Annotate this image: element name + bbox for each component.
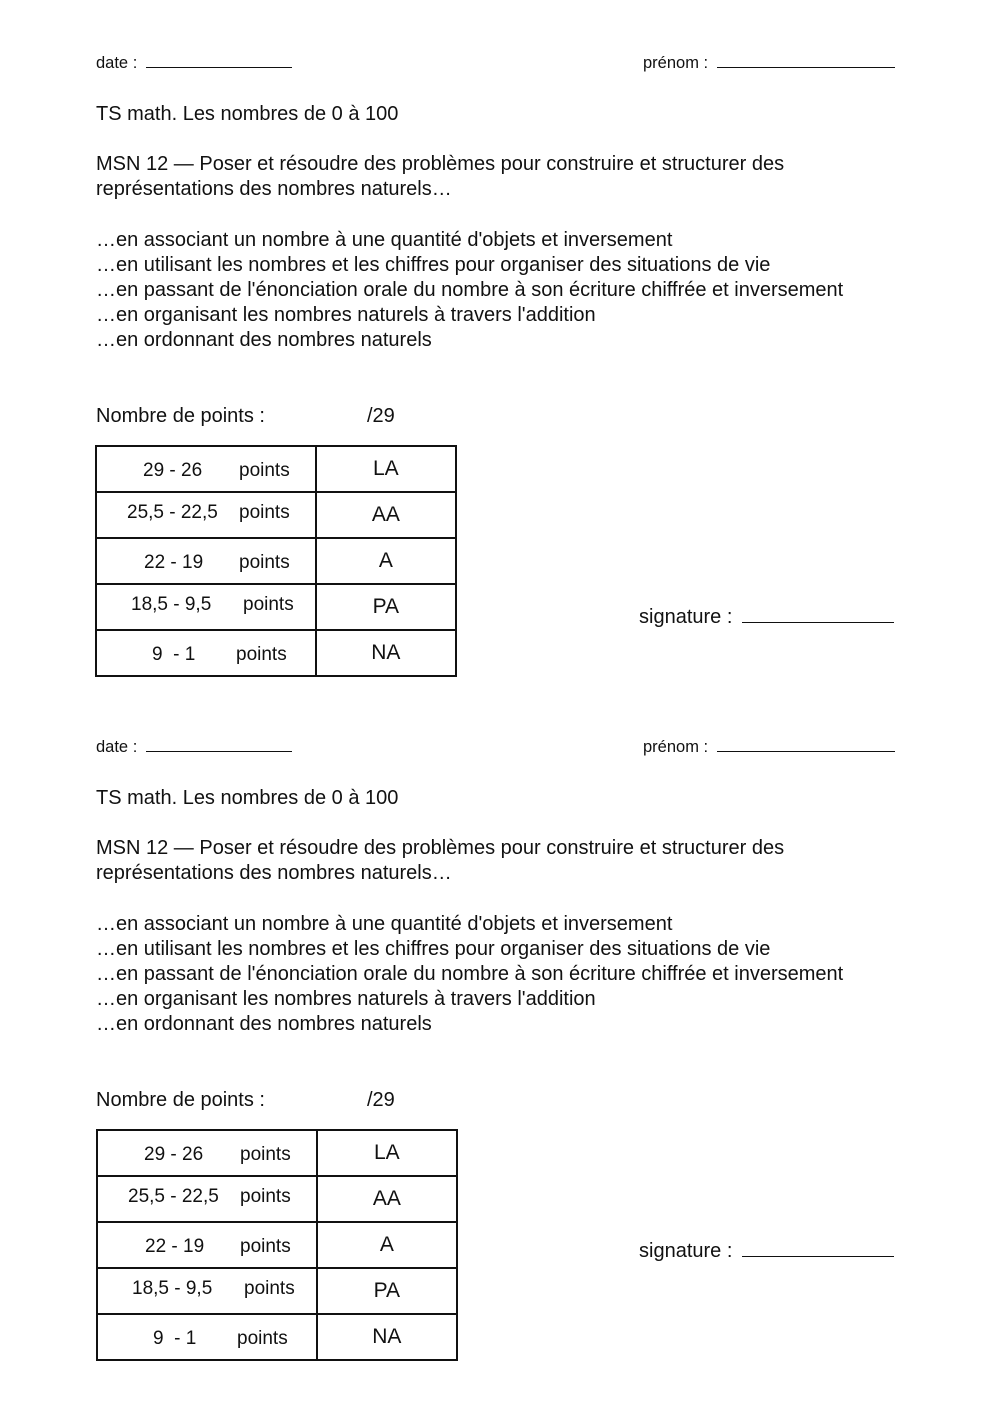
range-unit: points xyxy=(239,460,290,481)
prenom-label: prénom : xyxy=(643,738,709,756)
range-cell xyxy=(96,492,316,538)
signature-blank-line[interactable] xyxy=(742,608,894,623)
signature-field[interactable] xyxy=(639,1240,894,1263)
prenom-label: prénom : xyxy=(643,54,709,72)
range-value: 25,5 - 22,5 xyxy=(127,502,218,523)
range-value: 29 - 26 xyxy=(144,1144,204,1165)
goals-list xyxy=(96,228,896,353)
prenom-field[interactable] xyxy=(643,53,895,73)
range-value: 25,5 - 22,5 xyxy=(128,1186,219,1207)
range-cell xyxy=(97,1176,317,1222)
level-cell: PA xyxy=(316,584,456,630)
range-value: 9 - 1 xyxy=(152,644,196,665)
range-unit: points xyxy=(243,594,294,615)
level-cell: A xyxy=(317,1222,457,1268)
table-row xyxy=(96,538,456,584)
goal-item: …en organisant les nombres naturels à travers l'addition xyxy=(96,988,596,1010)
evaluation-sheet-1 xyxy=(0,0,1000,684)
range-value: 18,5 - 9,5 xyxy=(131,594,212,615)
table-row xyxy=(97,1268,457,1314)
goal-item: …en organisant les nombres naturels à travers l'addition xyxy=(96,304,596,326)
goal-item: …en utilisant les nombres et les chiffres pour organiser des situations de vie xyxy=(96,254,771,276)
range-unit: points xyxy=(239,502,290,523)
points-total: /29 xyxy=(367,405,395,427)
signature-blank-line[interactable] xyxy=(742,1242,894,1257)
range-cell xyxy=(96,630,316,676)
goals-list xyxy=(96,912,896,1037)
range-cell xyxy=(96,446,316,492)
page-title: TS math. Les nombres de 0 à 100 xyxy=(96,103,399,125)
goal-item: …en associant un nombre à une quantité d'objets et inversement xyxy=(96,229,673,251)
grading-table xyxy=(95,445,457,677)
table-row xyxy=(96,630,456,676)
range-cell xyxy=(97,1314,317,1360)
date-blank-line[interactable] xyxy=(146,737,292,752)
prenom-field[interactable] xyxy=(643,737,895,757)
table-row xyxy=(97,1222,457,1268)
range-cell xyxy=(97,1268,317,1314)
goal-item: …en passant de l'énonciation orale du nombre à son écriture chiffrée et inversement xyxy=(96,963,844,985)
level-cell: NA xyxy=(316,630,456,676)
level-cell: LA xyxy=(316,446,456,492)
range-cell xyxy=(97,1130,317,1176)
goal-item: …en utilisant les nombres et les chiffres pour organiser des situations de vie xyxy=(96,938,771,960)
date-field[interactable] xyxy=(96,53,292,73)
date-label: date : xyxy=(96,738,138,756)
table-row xyxy=(96,492,456,538)
table-row xyxy=(97,1130,457,1176)
points-label: Nombre de points : xyxy=(96,405,265,427)
goal-item: …en associant un nombre à une quantité d'objets et inversement xyxy=(96,913,673,935)
range-cell xyxy=(96,584,316,630)
page-title: TS math. Les nombres de 0 à 100 xyxy=(96,787,399,809)
signature-field[interactable] xyxy=(639,606,894,629)
table-row xyxy=(96,584,456,630)
range-unit: points xyxy=(239,552,290,573)
goal-item: …en ordonnant des nombres naturels xyxy=(96,329,432,351)
goal-item: …en ordonnant des nombres naturels xyxy=(96,1013,432,1035)
range-cell xyxy=(96,538,316,584)
date-blank-line[interactable] xyxy=(146,53,292,68)
range-value: 22 - 19 xyxy=(144,552,204,573)
evaluation-sheet-2 xyxy=(0,684,1000,1368)
range-value: 18,5 - 9,5 xyxy=(132,1278,213,1299)
table-row xyxy=(96,446,456,492)
range-value: 9 - 1 xyxy=(153,1328,197,1349)
range-unit: points xyxy=(240,1236,291,1257)
signature-label: signature : xyxy=(639,1240,733,1262)
points-total: /29 xyxy=(367,1089,395,1111)
table-row xyxy=(97,1176,457,1222)
range-unit: points xyxy=(240,1144,291,1165)
level-cell: LA xyxy=(317,1130,457,1176)
signature-label: signature : xyxy=(639,606,733,628)
range-value: 29 - 26 xyxy=(143,460,203,481)
range-unit: points xyxy=(244,1278,295,1299)
prenom-blank-line[interactable] xyxy=(717,737,895,752)
level-cell: A xyxy=(316,538,456,584)
points-line xyxy=(96,404,395,429)
level-cell: AA xyxy=(316,492,456,538)
range-unit: points xyxy=(236,644,287,665)
level-cell: AA xyxy=(317,1176,457,1222)
range-unit: points xyxy=(237,1328,288,1349)
range-value: 22 - 19 xyxy=(145,1236,205,1257)
date-label: date : xyxy=(96,54,138,72)
range-unit: points xyxy=(240,1186,291,1207)
prenom-blank-line[interactable] xyxy=(717,53,895,68)
objective-statement: MSN 12 — Poser et résoudre des problèmes pour construire et structurer des représentations des nombres naturels… xyxy=(96,837,785,884)
level-cell: NA xyxy=(317,1314,457,1360)
table-row xyxy=(97,1314,457,1360)
points-line xyxy=(96,1088,395,1113)
points-label: Nombre de points : xyxy=(96,1089,265,1111)
range-cell xyxy=(97,1222,317,1268)
date-field[interactable] xyxy=(96,737,292,757)
goal-item: …en passant de l'énonciation orale du nombre à son écriture chiffrée et inversement xyxy=(96,279,844,301)
grading-table xyxy=(96,1129,458,1361)
level-cell: PA xyxy=(317,1268,457,1314)
objective-statement: MSN 12 — Poser et résoudre des problèmes pour construire et structurer des représentations des nombres naturels… xyxy=(96,153,785,200)
